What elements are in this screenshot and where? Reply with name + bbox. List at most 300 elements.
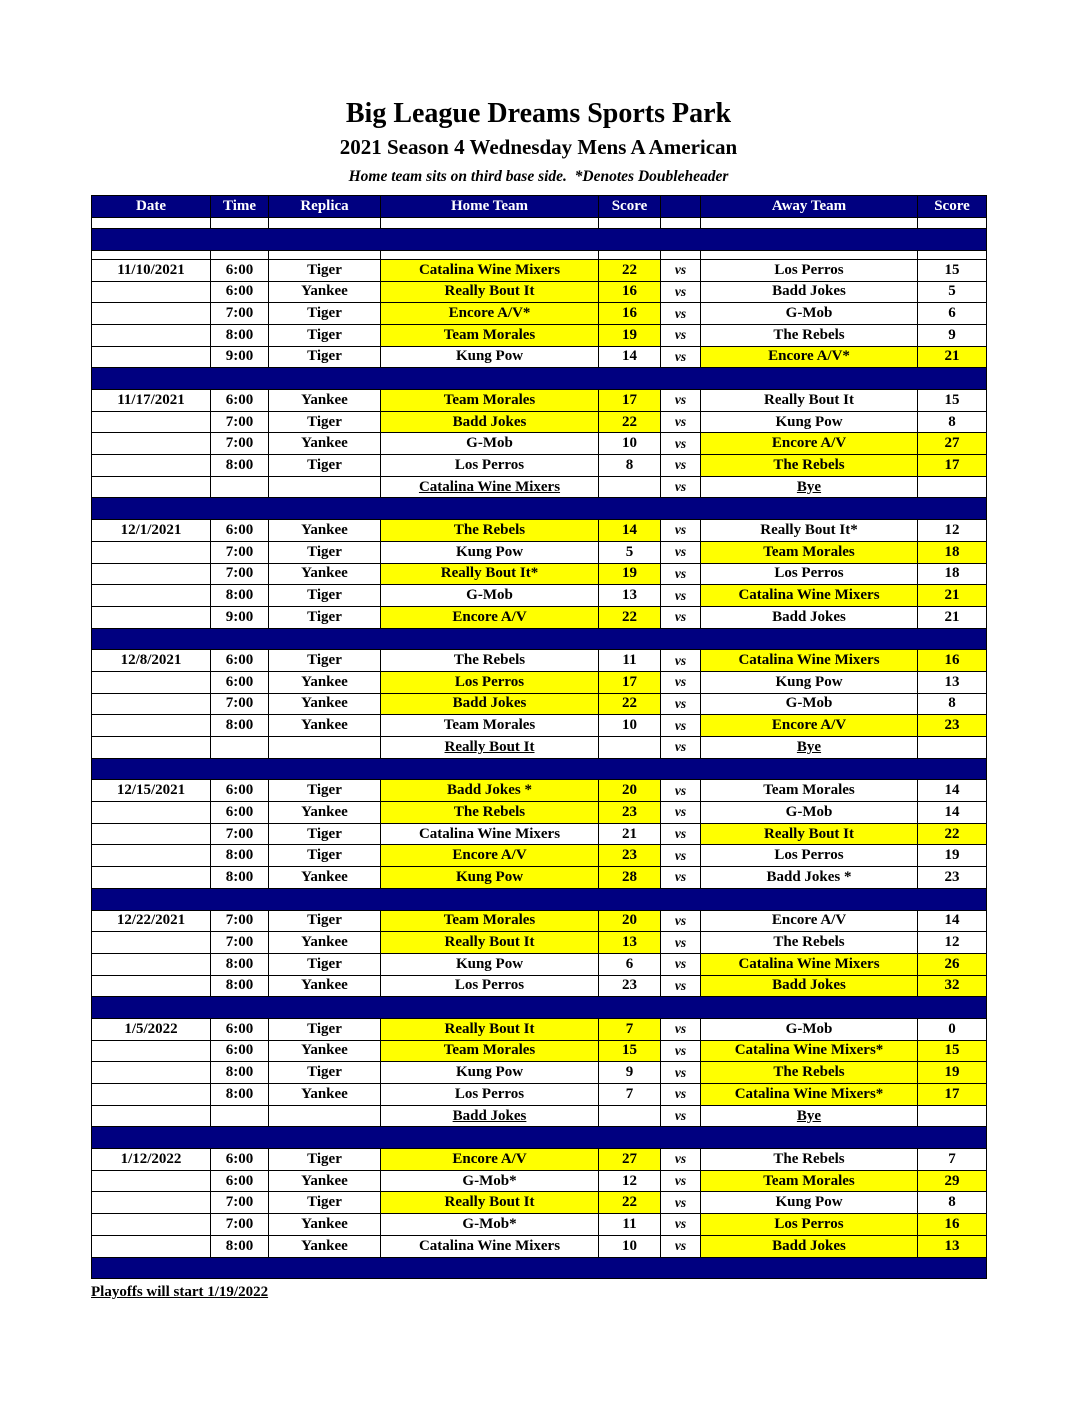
- date-cell: [92, 737, 211, 759]
- home-team-cell: Badd Jokes *: [381, 780, 599, 802]
- date-cell: [92, 585, 211, 607]
- away-score-cell: 18: [918, 563, 987, 585]
- away-score-cell: 21: [918, 585, 987, 607]
- week-separator: [92, 368, 987, 390]
- week-separator: [92, 498, 987, 520]
- replica-cell: Tiger: [269, 953, 381, 975]
- date-cell: [92, 1235, 211, 1257]
- away-score-cell: 15: [918, 259, 987, 281]
- home-team-cell: Los Perros: [381, 1084, 599, 1106]
- home-score-cell: 23: [599, 845, 661, 867]
- date-cell: [92, 1214, 211, 1236]
- replica-cell: [269, 476, 381, 498]
- date-cell: [92, 1170, 211, 1192]
- empty-cell: [918, 218, 987, 229]
- game-row: [92, 1149, 987, 1171]
- time-cell: 6:00: [211, 1040, 269, 1062]
- time-cell: 6:00: [211, 780, 269, 802]
- game-row: [92, 1170, 987, 1192]
- time-cell: 7:00: [211, 910, 269, 932]
- home-team-cell: Really Bout It*: [381, 563, 599, 585]
- away-score-cell: 7: [918, 1149, 987, 1171]
- home-score-cell: 22: [599, 606, 661, 628]
- home-team-cell: Kung Pow: [381, 1062, 599, 1084]
- bye-team-cell: Catalina Wine Mixers: [381, 476, 599, 498]
- time-cell: 6:00: [211, 1149, 269, 1171]
- replica-cell: Yankee: [269, 802, 381, 824]
- away-score-cell: 21: [918, 606, 987, 628]
- time-cell: 8:00: [211, 324, 269, 346]
- home-score-cell: 9: [599, 1062, 661, 1084]
- away-score-cell: 13: [918, 671, 987, 693]
- game-row: [92, 1235, 987, 1257]
- away-team-cell: Los Perros: [701, 563, 918, 585]
- time-cell: 7:00: [211, 1192, 269, 1214]
- replica-cell: Yankee: [269, 671, 381, 693]
- time-cell: 6:00: [211, 520, 269, 542]
- date-cell: [92, 715, 211, 737]
- time-cell: 8:00: [211, 715, 269, 737]
- vs-cell: vs: [661, 867, 701, 889]
- date-cell: [92, 693, 211, 715]
- away-score-cell: 0: [918, 1018, 987, 1040]
- empty-cell: [211, 250, 269, 259]
- schedule-document: [91, 0, 986, 1301]
- away-score-cell: 32: [918, 975, 987, 997]
- time-cell: 6:00: [211, 802, 269, 824]
- vs-cell: vs: [661, 737, 701, 759]
- game-row: [92, 585, 987, 607]
- vs-cell: vs: [661, 541, 701, 563]
- away-score-cell: 14: [918, 780, 987, 802]
- date-cell: [92, 867, 211, 889]
- home-score-cell: 10: [599, 715, 661, 737]
- empty-cell: [599, 250, 661, 259]
- home-score-cell: 7: [599, 1084, 661, 1106]
- game-row: [92, 541, 987, 563]
- replica-cell: Yankee: [269, 1170, 381, 1192]
- away-team-cell: Catalina Wine Mixers: [701, 953, 918, 975]
- date-cell: 11/17/2021: [92, 390, 211, 412]
- vs-cell: vs: [661, 520, 701, 542]
- home-score-cell: [599, 476, 661, 498]
- away-team-cell: The Rebels: [701, 932, 918, 954]
- bye-label-cell: Bye: [701, 476, 918, 498]
- away-score-cell: 26: [918, 953, 987, 975]
- game-row: [92, 281, 987, 303]
- time-cell: 9:00: [211, 346, 269, 368]
- time-cell: 6:00: [211, 281, 269, 303]
- away-score-cell: 8: [918, 411, 987, 433]
- vs-cell: vs: [661, 1149, 701, 1171]
- replica-cell: Tiger: [269, 606, 381, 628]
- away-team-cell: Los Perros: [701, 1214, 918, 1236]
- vs-cell: vs: [661, 975, 701, 997]
- time-cell: 6:00: [211, 671, 269, 693]
- home-team-cell: Badd Jokes: [381, 411, 599, 433]
- week-separator: [92, 997, 987, 1019]
- home-score-cell: 12: [599, 1170, 661, 1192]
- vs-cell: vs: [661, 1192, 701, 1214]
- away-team-cell: Badd Jokes *: [701, 867, 918, 889]
- home-team-cell: Badd Jokes: [381, 693, 599, 715]
- replica-cell: Yankee: [269, 1214, 381, 1236]
- bye-team-cell: Really Bout It: [381, 737, 599, 759]
- away-score-cell: 18: [918, 541, 987, 563]
- home-team-cell: Kung Pow: [381, 346, 599, 368]
- empty-cell: [211, 218, 269, 229]
- time-cell: 7:00: [211, 693, 269, 715]
- home-score-cell: 28: [599, 867, 661, 889]
- replica-cell: Tiger: [269, 1062, 381, 1084]
- away-score-cell: 27: [918, 433, 987, 455]
- game-row: [92, 975, 987, 997]
- replica-cell: Tiger: [269, 845, 381, 867]
- game-row: [92, 411, 987, 433]
- home-team-cell: Encore A/V: [381, 606, 599, 628]
- home-score-cell: 10: [599, 433, 661, 455]
- home-score-cell: 15: [599, 1040, 661, 1062]
- away-team-cell: Team Morales: [701, 780, 918, 802]
- time-cell: [211, 737, 269, 759]
- away-team-cell: G-Mob: [701, 303, 918, 325]
- time-cell: 8:00: [211, 845, 269, 867]
- away-team-cell: Encore A/V: [701, 715, 918, 737]
- bye-label-cell: Bye: [701, 1105, 918, 1127]
- vs-cell: vs: [661, 953, 701, 975]
- home-team-cell: The Rebels: [381, 650, 599, 672]
- vs-cell: vs: [661, 585, 701, 607]
- time-cell: 6:00: [211, 1170, 269, 1192]
- vs-cell: vs: [661, 823, 701, 845]
- schedule-table: [91, 195, 987, 1279]
- empty-cell: [381, 218, 599, 229]
- away-team-cell: Badd Jokes: [701, 606, 918, 628]
- week-separator: [92, 758, 987, 780]
- home-score-cell: 5: [599, 541, 661, 563]
- separator-band: [92, 1257, 987, 1279]
- away-team-cell: Catalina Wine Mixers*: [701, 1040, 918, 1062]
- empty-cell: [918, 250, 987, 259]
- away-team-cell: Really Bout It: [701, 390, 918, 412]
- away-team-cell: The Rebels: [701, 1149, 918, 1171]
- home-score-cell: 22: [599, 693, 661, 715]
- replica-cell: Tiger: [269, 823, 381, 845]
- vs-cell: vs: [661, 802, 701, 824]
- game-row: [92, 1040, 987, 1062]
- game-row: [92, 303, 987, 325]
- week-separator: [92, 229, 987, 251]
- vs-cell: vs: [661, 259, 701, 281]
- replica-cell: Tiger: [269, 1018, 381, 1040]
- away-score-cell: 14: [918, 910, 987, 932]
- game-row: [92, 867, 987, 889]
- home-score-cell: 16: [599, 281, 661, 303]
- date-cell: [92, 455, 211, 477]
- home-score-cell: 21: [599, 823, 661, 845]
- empty-cell: [701, 218, 918, 229]
- vs-cell: vs: [661, 281, 701, 303]
- game-row: [92, 693, 987, 715]
- home-team-cell: Encore A/V*: [381, 303, 599, 325]
- away-score-cell: 5: [918, 281, 987, 303]
- spacer-row: [92, 218, 987, 229]
- game-row: [92, 606, 987, 628]
- date-cell: [92, 541, 211, 563]
- vs-cell: vs: [661, 433, 701, 455]
- home-score-cell: 22: [599, 259, 661, 281]
- date-cell: 12/15/2021: [92, 780, 211, 802]
- replica-cell: Yankee: [269, 867, 381, 889]
- column-header-date: Date: [92, 196, 211, 218]
- vs-cell: vs: [661, 910, 701, 932]
- away-team-cell: Catalina Wine Mixers: [701, 585, 918, 607]
- column-header-replica: Replica: [269, 196, 381, 218]
- away-score-cell: 8: [918, 693, 987, 715]
- home-team-cell: G-Mob*: [381, 1170, 599, 1192]
- away-score-cell: 9: [918, 324, 987, 346]
- away-team-cell: G-Mob: [701, 693, 918, 715]
- home-team-cell: Team Morales: [381, 390, 599, 412]
- away-team-cell: Badd Jokes: [701, 281, 918, 303]
- home-team-cell: Los Perros: [381, 975, 599, 997]
- replica-cell: Yankee: [269, 1235, 381, 1257]
- away-score-cell: 6: [918, 303, 987, 325]
- game-row: [92, 650, 987, 672]
- home-score-cell: 20: [599, 910, 661, 932]
- away-score-cell: 12: [918, 932, 987, 954]
- home-team-cell: Los Perros: [381, 455, 599, 477]
- date-cell: [92, 845, 211, 867]
- game-row: [92, 390, 987, 412]
- vs-cell: vs: [661, 390, 701, 412]
- away-team-cell: Encore A/V*: [701, 346, 918, 368]
- replica-cell: Yankee: [269, 975, 381, 997]
- home-team-cell: G-Mob: [381, 433, 599, 455]
- date-cell: [92, 324, 211, 346]
- date-cell: 12/8/2021: [92, 650, 211, 672]
- time-cell: 7:00: [211, 433, 269, 455]
- home-score-cell: 7: [599, 1018, 661, 1040]
- empty-cell: [701, 250, 918, 259]
- bye-row: [92, 737, 987, 759]
- time-cell: 6:00: [211, 1018, 269, 1040]
- separator-band: [92, 888, 987, 910]
- away-score-cell: 15: [918, 1040, 987, 1062]
- vs-cell: vs: [661, 324, 701, 346]
- vs-cell: vs: [661, 1170, 701, 1192]
- spacer-row: [92, 250, 987, 259]
- home-score-cell: 27: [599, 1149, 661, 1171]
- away-score-cell: [918, 476, 987, 498]
- home-score-cell: 22: [599, 1192, 661, 1214]
- home-team-cell: G-Mob: [381, 585, 599, 607]
- home-score-cell: 14: [599, 346, 661, 368]
- away-team-cell: Really Bout It*: [701, 520, 918, 542]
- vs-cell: vs: [661, 932, 701, 954]
- away-score-cell: 19: [918, 1062, 987, 1084]
- away-team-cell: Los Perros: [701, 259, 918, 281]
- home-team-cell: G-Mob*: [381, 1214, 599, 1236]
- week-separator: [92, 628, 987, 650]
- playoffs-footer: Playoffs will start 1/19/2022: [91, 1284, 269, 1301]
- home-team-cell: Team Morales: [381, 715, 599, 737]
- separator-band: [92, 498, 987, 520]
- away-team-cell: Really Bout It: [701, 823, 918, 845]
- home-score-cell: 19: [599, 563, 661, 585]
- replica-cell: Yankee: [269, 715, 381, 737]
- game-row: [92, 1214, 987, 1236]
- time-cell: 8:00: [211, 1084, 269, 1106]
- date-cell: 11/10/2021: [92, 259, 211, 281]
- home-score-cell: 20: [599, 780, 661, 802]
- game-row: [92, 715, 987, 737]
- game-row: [92, 823, 987, 845]
- date-cell: [92, 433, 211, 455]
- game-row: [92, 671, 987, 693]
- game-row: [92, 1018, 987, 1040]
- replica-cell: Yankee: [269, 390, 381, 412]
- home-score-cell: 17: [599, 671, 661, 693]
- home-score-cell: 6: [599, 953, 661, 975]
- date-cell: [92, 563, 211, 585]
- replica-cell: Tiger: [269, 259, 381, 281]
- time-cell: 6:00: [211, 259, 269, 281]
- game-row: [92, 1192, 987, 1214]
- date-cell: [92, 1105, 211, 1127]
- separator-band: [92, 229, 987, 251]
- vs-cell: vs: [661, 1062, 701, 1084]
- column-header-home-score: Score: [599, 196, 661, 218]
- away-team-cell: Kung Pow: [701, 671, 918, 693]
- date-cell: [92, 823, 211, 845]
- replica-cell: Yankee: [269, 1040, 381, 1062]
- away-score-cell: 13: [918, 1235, 987, 1257]
- time-cell: 8:00: [211, 1235, 269, 1257]
- time-cell: 7:00: [211, 541, 269, 563]
- home-team-cell: The Rebels: [381, 802, 599, 824]
- game-row: [92, 845, 987, 867]
- away-team-cell: Los Perros: [701, 845, 918, 867]
- home-team-cell: Really Bout It: [381, 281, 599, 303]
- column-header-home-team: Home Team: [381, 196, 599, 218]
- empty-cell: [381, 250, 599, 259]
- game-row: [92, 1062, 987, 1084]
- replica-cell: Tiger: [269, 910, 381, 932]
- replica-cell: Yankee: [269, 1084, 381, 1106]
- date-cell: [92, 953, 211, 975]
- empty-cell: [269, 250, 381, 259]
- bye-team-cell: Badd Jokes: [381, 1105, 599, 1127]
- home-team-cell: Team Morales: [381, 324, 599, 346]
- column-header-away-team: Away Team: [701, 196, 918, 218]
- away-score-cell: 15: [918, 390, 987, 412]
- time-cell: 8:00: [211, 953, 269, 975]
- date-cell: [92, 671, 211, 693]
- bye-label-cell: Bye: [701, 737, 918, 759]
- separator-band: [92, 628, 987, 650]
- date-cell: [92, 1084, 211, 1106]
- date-cell: [92, 1062, 211, 1084]
- home-score-cell: 13: [599, 585, 661, 607]
- week-separator: [92, 888, 987, 910]
- vs-cell: vs: [661, 1018, 701, 1040]
- replica-cell: Tiger: [269, 303, 381, 325]
- away-score-cell: 19: [918, 845, 987, 867]
- away-team-cell: Catalina Wine Mixers*: [701, 1084, 918, 1106]
- replica-cell: Tiger: [269, 541, 381, 563]
- home-score-cell: 8: [599, 455, 661, 477]
- time-cell: [211, 1105, 269, 1127]
- date-cell: [92, 476, 211, 498]
- home-score-cell: 23: [599, 975, 661, 997]
- date-cell: 12/22/2021: [92, 910, 211, 932]
- vs-cell: vs: [661, 715, 701, 737]
- table-header-row: [92, 196, 987, 218]
- date-cell: 1/5/2022: [92, 1018, 211, 1040]
- vs-cell: vs: [661, 671, 701, 693]
- home-score-cell: 22: [599, 411, 661, 433]
- replica-cell: Tiger: [269, 650, 381, 672]
- time-cell: 6:00: [211, 390, 269, 412]
- replica-cell: Yankee: [269, 563, 381, 585]
- game-row: [92, 520, 987, 542]
- vs-cell: vs: [661, 303, 701, 325]
- away-score-cell: 17: [918, 455, 987, 477]
- page-note: Home team sits on third base side. *Denotes Doubleheader: [348, 168, 729, 186]
- column-header-away-score: Score: [918, 196, 987, 218]
- time-cell: 6:00: [211, 650, 269, 672]
- separator-band: [92, 997, 987, 1019]
- home-score-cell: 19: [599, 324, 661, 346]
- home-score-cell: 14: [599, 520, 661, 542]
- away-score-cell: [918, 1105, 987, 1127]
- away-score-cell: 23: [918, 867, 987, 889]
- away-team-cell: Team Morales: [701, 541, 918, 563]
- date-cell: [92, 281, 211, 303]
- game-row: [92, 910, 987, 932]
- away-score-cell: 23: [918, 715, 987, 737]
- away-team-cell: The Rebels: [701, 1062, 918, 1084]
- home-score-cell: [599, 1105, 661, 1127]
- column-header-time: Time: [211, 196, 269, 218]
- home-score-cell: 23: [599, 802, 661, 824]
- column-header-vs: [661, 196, 701, 218]
- replica-cell: Tiger: [269, 585, 381, 607]
- home-score-cell: 10: [599, 1235, 661, 1257]
- replica-cell: Tiger: [269, 1149, 381, 1171]
- bye-row: [92, 1105, 987, 1127]
- date-cell: 12/1/2021: [92, 520, 211, 542]
- vs-cell: vs: [661, 1040, 701, 1062]
- game-row: [92, 433, 987, 455]
- vs-cell: vs: [661, 650, 701, 672]
- away-score-cell: 29: [918, 1170, 987, 1192]
- away-team-cell: G-Mob: [701, 802, 918, 824]
- date-cell: [92, 346, 211, 368]
- game-row: [92, 259, 987, 281]
- home-team-cell: The Rebels: [381, 520, 599, 542]
- vs-cell: vs: [661, 1105, 701, 1127]
- away-score-cell: 17: [918, 1084, 987, 1106]
- time-cell: 7:00: [211, 823, 269, 845]
- date-cell: [92, 606, 211, 628]
- time-cell: 7:00: [211, 303, 269, 325]
- empty-cell: [599, 218, 661, 229]
- away-score-cell: 8: [918, 1192, 987, 1214]
- time-cell: 7:00: [211, 411, 269, 433]
- away-score-cell: [918, 737, 987, 759]
